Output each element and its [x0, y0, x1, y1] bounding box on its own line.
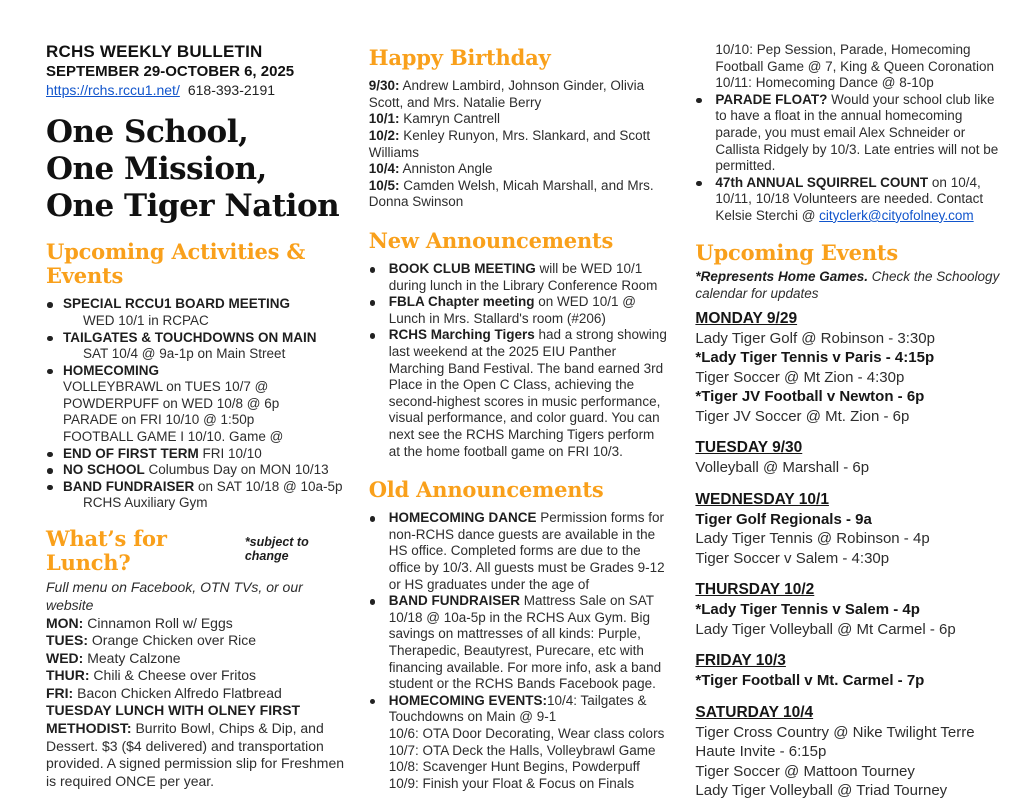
bullet-icon	[369, 593, 389, 693]
text-segment: HOMECOMING	[63, 362, 159, 378]
text-segment: HOMECOMING DANCE	[388, 510, 537, 526]
lunch-subject-note: *subject to change	[244, 535, 309, 564]
event-line: *Lady Tiger Tennis v Paris - 4:15p	[695, 349, 935, 367]
text-segment: 10/2:	[368, 127, 400, 143]
bullet-item	[46, 462, 345, 479]
text-line	[715, 75, 1006, 92]
text-line	[369, 78, 668, 111]
text-segment: MON:	[46, 614, 84, 631]
text-segment: 10/10: Pep Session, Parade, Homecoming Football Game @ 7, King & Queen Coronation	[715, 42, 995, 74]
bullet-icon	[369, 327, 389, 460]
text-segment: *Represents Home Games.	[695, 268, 868, 284]
text-line	[46, 667, 345, 685]
text-line	[46, 702, 345, 790]
text-line	[63, 479, 345, 496]
text-line	[389, 693, 668, 726]
bulletin-title: RCHS WEEKLY BULLETIN	[46, 42, 263, 61]
text-segment: 10/4:	[368, 161, 400, 177]
text-line	[369, 111, 668, 128]
text-segment: FRI:	[46, 684, 74, 701]
text-segment: FBLA Chapter meeting	[388, 294, 535, 310]
homecoming-events-continuation	[695, 42, 1006, 92]
text-segment: 10/1:	[368, 111, 400, 127]
bullet-item	[369, 693, 668, 793]
text-segment: had a strong showing last weekend at the 2025 EIU Panther Marching Band Festival. The band earned 3rd Place in the Open C Class, achieving the second-highest scores in music performance, visual performance, and color guard. You can next see the RCHS Marching Tigers perform at the home football game on FRI 10/3.	[388, 327, 667, 459]
text-line	[63, 396, 345, 413]
bullet-icon	[46, 479, 63, 512]
text-line	[389, 327, 668, 460]
birthdays-list	[369, 78, 668, 211]
bullet-item	[369, 593, 668, 693]
text-segment: Andrew Lambird, Johnson Ginder, Olivia Scott, and Mrs. Natalie Berry	[368, 78, 645, 110]
event-line: Lady Tiger Tennis @ Robinson - 4p	[695, 530, 930, 548]
text-segment: Burrito Bowl, Chips & Dip, and Dessert. $3 ($4 delivered) and transportation provided. A signed permission slip for Freshmen is required ONCE per year.	[46, 720, 345, 789]
text-line	[389, 261, 668, 294]
bullet-body	[715, 175, 1006, 225]
text-segment: Chili & Cheese over Fritos	[89, 667, 257, 684]
text-line	[63, 412, 345, 429]
text-segment: HOMECOMING EVENTS:	[388, 692, 547, 708]
text-segment: POWDERPUFF on WED 10/8 @ 6p	[63, 395, 280, 411]
text-line	[63, 363, 345, 380]
day-heading: MONDAY 9/29	[695, 309, 798, 327]
event-line: Tiger Golf Regionals - 9a	[695, 510, 872, 528]
text-segment: RCHS Marching Tigers	[388, 327, 535, 343]
text-line	[46, 615, 345, 633]
birthdays-heading: Happy Birthday	[368, 45, 551, 70]
text-segment: 9/30:	[368, 78, 400, 94]
bullet-icon	[46, 296, 63, 329]
new-announcements-heading: New Announcements	[368, 227, 614, 253]
text-segment: on SAT 10/18 @ 10a-5p	[194, 478, 343, 494]
text-line	[63, 429, 345, 446]
bullet-body	[389, 693, 668, 793]
text-line	[63, 379, 345, 396]
activities-list	[46, 296, 345, 512]
old-announcements-heading: Old Announcements	[368, 477, 604, 503]
day-group	[695, 580, 1006, 639]
event-line: *Lady Tiger Tennis v Salem - 4p	[695, 601, 920, 619]
bullet-item	[369, 327, 668, 460]
text-line	[46, 650, 345, 668]
left-column	[46, 42, 345, 801]
text-segment: on 10/4, 10/11, 10/18 Volunteers are needed. Contact Kelsie Sterchi @	[715, 174, 984, 223]
text-line	[46, 632, 345, 650]
lunch-heading: What’s for Lunch?	[46, 526, 167, 576]
motto-line-1: One School,	[46, 114, 249, 151]
text-segment: 10/6: OTA Door Decorating, Wear class colors	[388, 726, 665, 742]
text-segment: THUR:	[46, 667, 90, 684]
event-line: Lady Tiger Golf @ Robinson - 3:30p	[695, 329, 935, 347]
text-line	[695, 268, 1006, 303]
text-segment: will be WED 10/1 during lunch in the Library Conference Room	[388, 261, 658, 293]
email-link[interactable]: cityclerk@cityofolney.com	[819, 207, 974, 223]
day-heading: FRIDAY 10/3	[695, 652, 786, 670]
text-segment: 47th ANNUAL SQUIRREL COUNT	[715, 174, 929, 190]
day-heading: TUESDAY 9/30	[695, 439, 803, 457]
bullet-item	[46, 363, 345, 446]
day-heading: THURSDAY 10/2	[695, 581, 815, 599]
bullet-body	[63, 363, 345, 446]
event-line: Volleyball @ Marshall - 6p	[695, 459, 870, 477]
bulletin-phone: 618-393-2191	[187, 81, 276, 98]
activities-heading: Upcoming Activities & Events	[46, 239, 306, 289]
event-line: Lady Tiger Volleyball @ Triad Tourney	[695, 782, 948, 800]
event-line: Tiger Soccer @ Mt Zion - 4:30p	[695, 368, 905, 386]
event-line: *Tiger JV Football v Newton - 6p	[695, 388, 925, 406]
bullet-item	[695, 92, 1006, 175]
text-line	[46, 685, 345, 703]
bulletin-date: SEPTEMBER 29-OCTOBER 6, 2025	[46, 62, 295, 80]
upcoming-events-schedule	[695, 309, 1006, 801]
bullet-icon	[46, 446, 63, 463]
text-segment: 10/8: Scavenger Hunt Begins, Powderpuff	[388, 759, 640, 775]
text-segment: Full menu on Facebook, OTN TVs, or our website	[46, 579, 303, 613]
lunch-menu	[46, 579, 345, 790]
text-segment: BOOK CLUB MEETING	[388, 261, 536, 277]
bullet-body	[389, 327, 668, 460]
bullet-item	[46, 479, 345, 512]
day-heading: WEDNESDAY 10/1	[695, 490, 829, 508]
day-group	[695, 309, 1006, 427]
text-line	[389, 759, 668, 776]
bullet-item	[46, 296, 345, 329]
right-column	[695, 42, 1006, 801]
text-segment: SPECIAL RCCU1 BOARD MEETING	[63, 296, 291, 312]
bullet-body	[63, 296, 345, 329]
text-segment: RCHS Auxiliary Gym	[83, 495, 208, 511]
day-group	[695, 651, 1006, 691]
text-line	[389, 593, 668, 693]
text-segment: NO SCHOOL	[63, 462, 145, 478]
text-line	[63, 313, 345, 330]
bullet-item	[369, 510, 668, 593]
text-line	[389, 294, 668, 327]
text-segment: 10/5:	[368, 177, 400, 193]
bullet-item	[46, 330, 345, 363]
text-segment: Cinnamon Roll w/ Eggs	[83, 614, 233, 631]
text-segment: Meaty Calzone	[83, 649, 181, 666]
text-segment: Kenley Runyon, Mrs. Slankard, and Scott Williams	[368, 127, 651, 160]
right-top-bullets	[695, 92, 1006, 225]
bullet-icon	[46, 462, 63, 479]
text-line	[389, 743, 668, 760]
bullet-icon	[369, 693, 389, 793]
bullet-body	[389, 593, 668, 693]
text-segment: 10/9: Finish your Float & Focus on Finals	[388, 775, 635, 791]
bullet-item	[46, 446, 345, 463]
day-group	[695, 490, 1006, 569]
text-line	[369, 178, 668, 211]
text-line	[63, 330, 345, 347]
event-line: Tiger Soccer v Salem - 4:30p	[695, 549, 890, 567]
day-heading: SATURDAY 10/4	[695, 703, 814, 721]
text-segment: FRI 10/10	[198, 445, 262, 461]
text-segment: TAILGATES & TOUCHDOWNS ON MAIN	[63, 329, 317, 345]
text-line	[389, 726, 668, 743]
text-segment: 10/7: OTA Deck the Halls, Volleybrawl Game	[388, 742, 656, 758]
text-segment: Columbus Day on MON 10/13	[144, 462, 329, 478]
bullet-item	[369, 294, 668, 327]
text-line	[715, 175, 1006, 225]
text-segment: 10/11: Homecoming Dance @ 8-10p	[715, 75, 934, 91]
contact-line	[46, 82, 345, 100]
event-line: Tiger Cross Country @ Nike Twilight Terre Haute Invite - 6:15p	[695, 723, 975, 761]
text-line	[63, 462, 345, 479]
bullet-body	[389, 510, 668, 593]
motto-line-2: One Mission,	[46, 151, 267, 188]
text-segment: TUES:	[46, 632, 88, 649]
text-line	[389, 510, 668, 593]
old-announcements-list	[369, 510, 668, 792]
text-segment: FOOTBALL GAME I 10/10. Game @	[63, 429, 284, 445]
bullet-icon	[46, 363, 63, 446]
text-segment: Camden Welsh, Micah Marshall, and Mrs. Donna Swinson	[368, 177, 654, 210]
bullet-body	[63, 479, 345, 512]
text-line	[369, 161, 668, 178]
event-line: Tiger Soccer @ Mattoon Tourney	[695, 762, 915, 780]
upcoming-events-note	[695, 268, 1006, 303]
text-segment: Check the Schoology calendar for updates	[695, 268, 1000, 302]
text-segment: Orange Chicken over Rice	[88, 632, 257, 649]
text-segment: PARADE on FRI 10/10 @ 1:50p	[63, 412, 255, 428]
bullet-body	[715, 92, 1006, 175]
bullet-icon	[369, 510, 389, 593]
text-line	[63, 446, 345, 463]
text-segment: END OF FIRST TERM	[63, 445, 199, 461]
text-segment: Mattress Sale on SAT 10/18 @ 10a-5p in the RCHS Aux Gym. Big savings on mattresses of all kinds: Purple, Therapedic, Beautyrest, Purecare, etc with financing available. For more info, ask a band student or the RCHS Bands Facebook page.	[388, 593, 662, 692]
text-line	[715, 92, 1006, 175]
text-segment: TUESDAY LUNCH WITH OLNEY FIRST METHODIST:	[46, 702, 301, 737]
text-segment: BAND FUNDRAISER	[388, 593, 520, 609]
event-line: Lady Tiger Volleyball @ Mt Carmel - 6p	[695, 620, 956, 638]
text-segment: 10/4: Tailgates & Touchdowns on Main @ 9-1	[388, 692, 647, 725]
motto-line-3: One Tiger Nation	[46, 188, 340, 225]
text-segment: on WED 10/1 @ Lunch in Mrs. Stallard's room (#206)	[388, 294, 636, 326]
upcoming-events-heading: Upcoming Events	[695, 239, 899, 265]
bullet-icon	[369, 294, 389, 327]
text-segment: Anniston Angle	[399, 161, 493, 177]
middle-column	[369, 42, 668, 801]
bullet-body	[63, 462, 345, 479]
text-segment: WED:	[46, 649, 84, 666]
text-segment: BAND FUNDRAISER	[63, 478, 195, 494]
bullet-item	[695, 175, 1006, 225]
text-line	[46, 579, 345, 614]
text-segment: Bacon Chicken Alfredo Flatbread	[73, 684, 282, 701]
bullet-icon	[46, 330, 63, 363]
text-line	[63, 346, 345, 363]
bullet-body	[389, 294, 668, 327]
text-segment: WED 10/1 in RCPAC	[83, 312, 209, 328]
new-announcements-list	[369, 261, 668, 460]
text-segment: PARADE FLOAT?	[715, 91, 828, 107]
text-segment: Kamryn Cantrell	[399, 111, 501, 127]
school-motto	[46, 114, 345, 225]
text-line	[63, 495, 345, 512]
text-segment: Permission forms for non-RCHS dance guests are available in the HS office. Completed forms are due to the office by 10/3. All guests must be Grades 9-12 or HS graduates under the age of	[388, 510, 665, 592]
bullet-body	[63, 446, 345, 463]
bullet-icon	[369, 261, 389, 294]
bullet-icon	[695, 92, 715, 175]
text-segment: Would your school club like to have a float in the annual homecoming parade, you must email Alex Schneider or Callista Ridgely by 10/3. Late entries will not be permitted.	[715, 91, 999, 174]
bullet-item	[369, 261, 668, 294]
text-line	[369, 128, 668, 161]
text-line	[715, 42, 1006, 75]
lunch-heading-row	[46, 512, 345, 579]
event-line: Tiger JV Soccer @ Mt. Zion - 6p	[695, 407, 910, 425]
bullet-body	[63, 330, 345, 363]
day-group	[695, 703, 1006, 801]
bulletin-url-link[interactable]: https://rchs.rccu1.net/	[46, 81, 180, 98]
text-segment: SAT 10/4 @ 9a-1p on Main Street	[83, 346, 286, 362]
text-segment: VOLLEYBRAWL on TUES 10/7 @	[63, 379, 269, 395]
bullet-body	[389, 261, 668, 294]
event-line: *Tiger Football v Mt. Carmel - 7p	[695, 672, 925, 690]
text-line	[63, 296, 345, 313]
bullet-icon	[695, 175, 715, 225]
day-group	[695, 438, 1006, 478]
